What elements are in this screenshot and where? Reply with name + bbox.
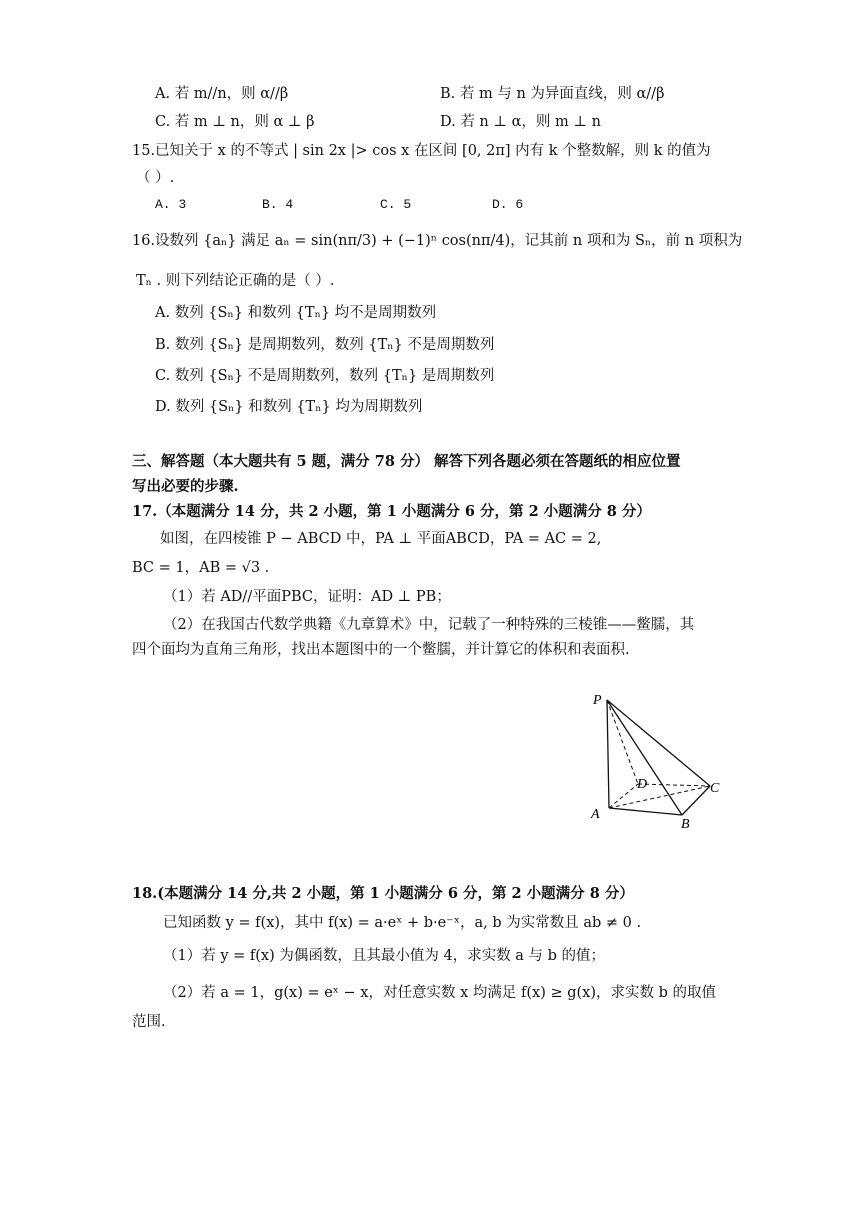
section-title-cont: 写出必要的步骤. bbox=[132, 478, 239, 495]
q16-option-a: A. 数列 {Sₙ} 和数列 {Tₙ} 均不是周期数列 bbox=[155, 305, 437, 321]
q15-option-a: A. 3 bbox=[155, 197, 187, 212]
q14-option-a: A. 若 m//n，则 α//β bbox=[155, 86, 289, 102]
edge-bc bbox=[682, 786, 710, 815]
q18-part1: （1）若 y = f(x) 为偶函数，且其最小值为 4，求实数 a 与 b 的值； bbox=[163, 948, 606, 964]
label-a: A bbox=[591, 807, 600, 822]
q18-header: 18.(本题满分 14 分,共 2 小题，第 1 小题满分 6 分，第 2 小题满分 8 分） bbox=[132, 885, 634, 902]
q17-part1: （1）若 AD//平面PBC，证明：AD ⊥ PB； bbox=[163, 589, 451, 605]
q14-option-c: C. 若 m ⊥ n，则 α ⊥ β bbox=[155, 114, 315, 130]
q15-option-c: C. 5 bbox=[380, 197, 412, 212]
q15-stem: 15.已知关于 x 的不等式 | sin 2x |> cos x 在区间 [0, 2π] 内有 k 个整数解，则 k 的值为 bbox=[132, 143, 711, 159]
q16-option-b: B. 数列 {Sₙ} 是周期数列，数列 {Tₙ} 不是周期数列 bbox=[155, 337, 495, 353]
q15-option-d: D. 6 bbox=[492, 197, 524, 212]
q14-option-d: D. 若 n ⊥ α，则 m ⊥ n bbox=[440, 114, 601, 130]
edge-ac bbox=[609, 786, 710, 808]
pyramid-figure bbox=[586, 688, 726, 830]
q15-option-b: B. 4 bbox=[262, 197, 294, 212]
edge-pb bbox=[607, 700, 682, 815]
q17-body-cont: BC = 1，AB = √3 . bbox=[132, 560, 270, 576]
q14-option-b: B. 若 m 与 n 为异面直线，则 α//β bbox=[440, 86, 665, 102]
q16-stem-cont: Tₙ . 则下列结论正确的是（ ）. bbox=[136, 273, 335, 289]
q17-body: 如图，在四棱锥 P − ABCD 中，PA ⊥ 平面ABCD，PA = AC = 2, bbox=[160, 531, 602, 547]
q17-header: 17.（本题满分 14 分，共 2 小题，第 1 小题满分 6 分，第 2 小题满分 8 分） bbox=[132, 503, 651, 520]
q16-option-d: D. 数列 {Sₙ} 和数列 {Tₙ} 均为周期数列 bbox=[155, 399, 423, 415]
q16-option-c: C. 数列 {Sₙ} 不是周期数列，数列 {Tₙ} 是周期数列 bbox=[155, 368, 495, 384]
q17-part2: （2）在我国古代数学典籍《九章算术》中，记载了一种特殊的三棱锥——鳖臑，其 bbox=[163, 617, 695, 633]
edge-dc bbox=[638, 784, 710, 786]
q16-stem: 16.设数列 {aₙ} 满足 aₙ = sin(nπ/3) + (−1)ⁿ cos(nπ/4)，记其前 n 项和为 Sₙ，前 n 项积为 bbox=[132, 233, 743, 249]
q15-stem-cont: （ ）. bbox=[136, 170, 175, 186]
label-c: C bbox=[710, 781, 720, 796]
q18-part2: （2）若 a = 1，g(x) = eˣ − x，对任意实数 x 均满足 f(x) ≥ g(x)，求实数 b 的取值 bbox=[163, 985, 716, 1001]
q18-body: 已知函数 y = f(x)，其中 f(x) = a·eˣ + b·e⁻ˣ，a, b 为实常数且 ab ≠ 0 . bbox=[163, 915, 642, 931]
label-b: B bbox=[681, 817, 690, 830]
edge-pa bbox=[607, 700, 609, 808]
q18-part2-cont: 范围. bbox=[132, 1014, 166, 1030]
section-title: 三、解答题（本大题共有 5 题，满分 78 分） 解答下列各题必须在答题纸的相应位置 bbox=[132, 453, 681, 470]
label-d: D bbox=[637, 777, 648, 792]
label-p: P bbox=[593, 693, 602, 708]
edge-ab bbox=[609, 808, 682, 815]
q17-part2-cont: 四个面均为直角三角形，找出本题图中的一个鳖臑，并计算它的体积和表面积. bbox=[132, 642, 630, 658]
